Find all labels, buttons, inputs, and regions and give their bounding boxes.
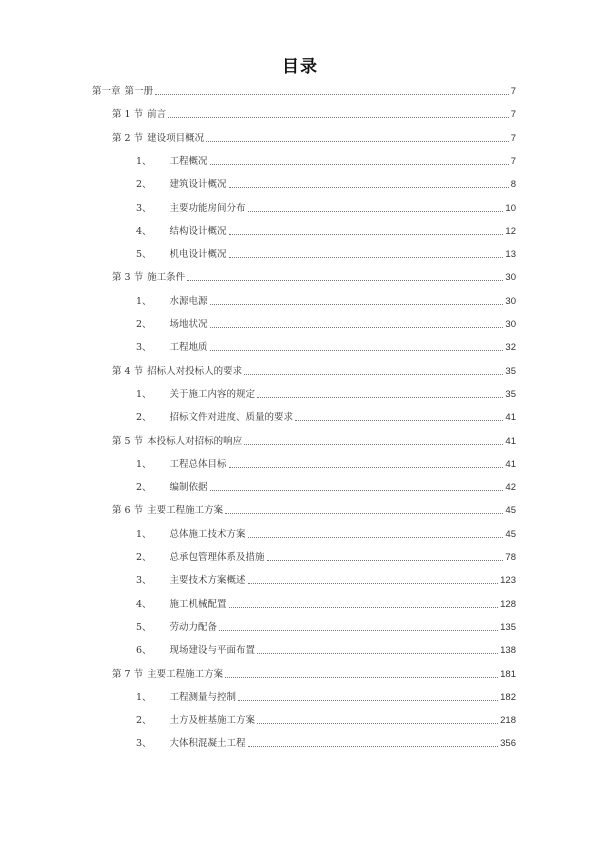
toc-dot-leader [187, 279, 503, 281]
toc-entry-page-number: 13 [505, 249, 516, 261]
toc-entry[interactable] [136, 527, 516, 541]
toc-entry-text: 建筑设计概况 [169, 179, 227, 191]
toc-entry-page-number: 41 [505, 435, 516, 447]
toc-entry-page-number: 41 [505, 458, 516, 470]
toc-entry-number: 第 2 节 [112, 132, 144, 144]
toc-entry-label [112, 272, 187, 284]
toc-dot-leader [229, 186, 509, 188]
toc-dot-leader [168, 116, 509, 118]
toc-entry-label [136, 692, 238, 704]
toc-entry-page-number: 182 [500, 691, 516, 703]
toc-entry-page-number: 78 [505, 552, 516, 563]
toc-entry[interactable] [136, 224, 516, 238]
toc-entry-number: 3、 [136, 738, 152, 750]
toc-entry-text: 主要工程施工方案 [147, 505, 224, 517]
toc-entry-page-number: 7 [510, 86, 516, 97]
toc-dot-leader [229, 256, 504, 258]
toc-entry-page-number: 32 [505, 342, 516, 354]
toc-entry-label [112, 436, 244, 448]
toc-entry-number: 4、 [136, 598, 152, 610]
toc-dot-leader [248, 210, 504, 212]
toc-entry-text: 水源电源 [169, 295, 208, 307]
toc-dot-leader [225, 676, 498, 678]
toc-entry-page-number: 356 [500, 738, 516, 750]
toc-entry[interactable] [112, 667, 516, 681]
toc-entry-text: 招标文件对进度、质量的要求 [169, 412, 294, 424]
toc-entry-page-number: 35 [505, 388, 516, 400]
toc-entry-label [112, 109, 168, 121]
toc-entry-page-number: 35 [505, 365, 516, 377]
toc-entry-label [136, 575, 248, 587]
toc-entry-page-number: 7 [510, 155, 516, 167]
toc-entry-text: 劳动力配备 [169, 621, 218, 633]
toc-entry-label [136, 319, 210, 331]
toc-entry-label [136, 156, 210, 168]
toc-entry-page-number: 7 [510, 132, 516, 144]
toc-entry[interactable] [136, 154, 516, 168]
toc-entry-text: 招标人对投标人的要求 [147, 365, 243, 377]
toc-entry-label [136, 179, 229, 191]
toc-entry-number: 第一章 [92, 86, 121, 97]
toc-entry[interactable] [136, 713, 516, 727]
toc-entry-text: 关于施工内容的规定 [169, 388, 256, 400]
toc-entry-number: 2、 [136, 412, 152, 424]
toc-dot-leader [210, 326, 504, 328]
toc-entry-number: 1、 [136, 155, 152, 167]
toc-dot-leader [219, 629, 498, 631]
toc-entry-label [136, 482, 210, 494]
toc-dot-leader [248, 536, 504, 538]
toc-entry-text: 本投标人对招标的响应 [147, 435, 243, 447]
toc-entry-label [136, 715, 257, 727]
toc-entry-text: 总体施工技术方案 [169, 528, 246, 540]
toc-entry-number: 5、 [136, 249, 152, 261]
toc-entry[interactable] [112, 131, 516, 145]
toc-entry[interactable] [112, 434, 516, 448]
toc-entry-label [112, 669, 225, 681]
toc-dot-leader [229, 233, 504, 235]
toc-entry-text: 施工机械配置 [169, 598, 227, 610]
toc-entry[interactable] [112, 270, 516, 284]
toc-entry[interactable] [136, 387, 516, 401]
toc-entry-text: 土方及桩基施工方案 [169, 715, 256, 727]
toc-entry-text: 机电设计概况 [169, 249, 227, 261]
toc-entry-number: 2、 [136, 552, 152, 563]
toc-entry-text: 施工条件 [147, 272, 186, 284]
toc-entry-text: 建设项目概况 [147, 132, 205, 144]
toc-entry-text: 编制依据 [169, 482, 208, 494]
toc-entry-label [136, 412, 295, 424]
toc-entry-label [112, 133, 206, 145]
toc-entry-text: 前言 [147, 109, 167, 121]
toc-entry[interactable] [136, 177, 516, 191]
toc-entry-page-number: 123 [500, 575, 516, 587]
toc-entry-page-number: 12 [505, 225, 516, 237]
toc-entry-number: 第 3 节 [112, 272, 144, 284]
toc-entry-number: 6、 [136, 645, 152, 657]
toc-dot-leader [267, 559, 504, 561]
toc-entry-label [92, 86, 155, 98]
toc-entry[interactable] [136, 247, 516, 261]
toc-entry-page-number: 41 [505, 412, 516, 424]
toc-entry-text: 主要功能房间分布 [169, 202, 246, 214]
toc-dot-leader [257, 722, 498, 724]
toc-entry-label [136, 599, 229, 611]
toc-entry-text: 工程概况 [169, 155, 208, 167]
toc-entry-text: 主要工程施工方案 [147, 668, 224, 680]
toc-entry-text: 工程地质 [169, 342, 208, 354]
toc-entry-number: 1、 [136, 388, 152, 400]
toc-entry-page-number: 30 [505, 272, 516, 284]
toc-entry-number: 第 6 节 [112, 505, 144, 517]
toc-entry-page-number: 30 [505, 319, 516, 330]
toc-entry-number: 第 1 节 [112, 109, 144, 121]
toc-dot-leader [248, 582, 499, 584]
toc-entry[interactable] [92, 84, 516, 98]
toc-entry-number: 2、 [136, 319, 152, 330]
toc-dot-leader [229, 466, 504, 468]
toc-entry[interactable] [136, 573, 516, 587]
toc-dot-leader [210, 489, 504, 491]
toc-entry-label [112, 505, 225, 517]
toc-dot-leader [225, 512, 503, 514]
toc-entry-label [136, 645, 257, 657]
toc-dot-leader [257, 652, 498, 654]
toc-entry-label [136, 342, 210, 354]
toc-entry-label [136, 389, 257, 401]
toc-entry-label [136, 738, 248, 750]
toc-dot-leader [238, 699, 498, 701]
toc-entry[interactable] [112, 503, 516, 517]
toc-dot-leader [155, 93, 509, 95]
toc-entry[interactable] [136, 410, 516, 424]
toc-entry-label [136, 529, 248, 541]
toc-entry[interactable] [136, 597, 516, 611]
toc-entry-number: 第 5 节 [112, 435, 144, 447]
toc-entry-text: 第一册 [124, 86, 154, 97]
toc-entry-label [136, 249, 229, 261]
toc-entry-page-number: 181 [500, 668, 516, 680]
toc-entry-number: 2、 [136, 482, 152, 494]
toc-entry-page-number: 8 [510, 179, 516, 191]
toc-entry-label [136, 226, 229, 238]
toc-dot-leader [295, 419, 503, 421]
toc-entry[interactable] [136, 480, 516, 494]
toc-entry-text: 结构设计概况 [169, 225, 227, 237]
toc-entry-label [112, 366, 244, 378]
toc-entry-number: 3、 [136, 202, 152, 214]
toc-dot-leader [210, 303, 504, 305]
toc-dot-leader [244, 443, 503, 445]
toc-dot-leader [248, 745, 499, 747]
toc-entry[interactable] [112, 107, 516, 121]
toc-entry-number: 2、 [136, 715, 152, 727]
toc-entry[interactable] [112, 364, 516, 378]
toc-entry[interactable] [136, 620, 516, 634]
toc-entry[interactable] [136, 201, 516, 215]
toc-entry-label [136, 203, 248, 215]
toc-entry-text: 工程总体目标 [169, 458, 227, 470]
toc-dot-leader [210, 349, 504, 351]
toc-entry-number: 3、 [136, 342, 152, 354]
toc-entry-number: 2、 [136, 179, 152, 191]
toc-entry-number: 第 7 节 [112, 668, 144, 680]
toc-entry-page-number: 45 [505, 528, 516, 540]
toc-entry-page-number: 10 [505, 202, 516, 214]
toc-entry-text: 大体积混凝土工程 [169, 738, 246, 750]
toc-entry[interactable] [136, 690, 516, 704]
toc-entry-label [136, 459, 229, 471]
toc-entry-number: 1、 [136, 295, 152, 307]
toc-entry-page-number: 128 [500, 598, 516, 610]
toc-entry-number: 1、 [136, 528, 152, 540]
toc-entry[interactable] [136, 643, 516, 657]
toc-entry-number: 第 4 节 [112, 365, 144, 377]
toc-entry-text: 工程测量与控制 [169, 691, 237, 703]
toc-entry-page-number: 42 [505, 482, 516, 494]
toc-entry-text: 现场建设与平面布置 [169, 645, 256, 657]
toc-dot-leader [229, 606, 499, 608]
toc-dot-leader [257, 396, 503, 398]
toc-entry-number: 1、 [136, 691, 152, 703]
toc-entry-label [136, 296, 210, 308]
toc-entry-text: 场地状况 [169, 319, 208, 330]
toc-entry-page-number: 218 [500, 715, 516, 727]
toc-entry-page-number: 7 [510, 109, 516, 121]
toc-entry-number: 4、 [136, 225, 152, 237]
toc-title: 目录 [282, 57, 318, 77]
toc-entry-label [136, 552, 267, 564]
toc-dot-leader [210, 163, 509, 165]
toc-entry-label [136, 622, 219, 634]
toc-entry[interactable] [136, 736, 516, 750]
toc-entry-page-number: 135 [500, 621, 516, 633]
toc-entry-number: 3、 [136, 575, 152, 587]
toc-entry[interactable] [136, 317, 516, 331]
toc-entry-number: 5、 [136, 621, 152, 633]
toc-entry-text: 主要技术方案概述 [169, 575, 246, 587]
toc-entry[interactable] [136, 550, 516, 564]
toc-entry-page-number: 138 [500, 645, 516, 657]
toc-entry-number: 1、 [136, 458, 152, 470]
toc-dot-leader [244, 373, 503, 375]
toc-entry-page-number: 45 [505, 505, 516, 517]
toc-entry[interactable] [136, 340, 516, 354]
toc-entry-page-number: 30 [505, 295, 516, 307]
toc-entry[interactable] [136, 294, 516, 308]
toc-dot-leader [206, 140, 509, 142]
toc-entry[interactable] [136, 457, 516, 471]
toc-entry-text: 总承包管理体系及措施 [169, 552, 265, 563]
